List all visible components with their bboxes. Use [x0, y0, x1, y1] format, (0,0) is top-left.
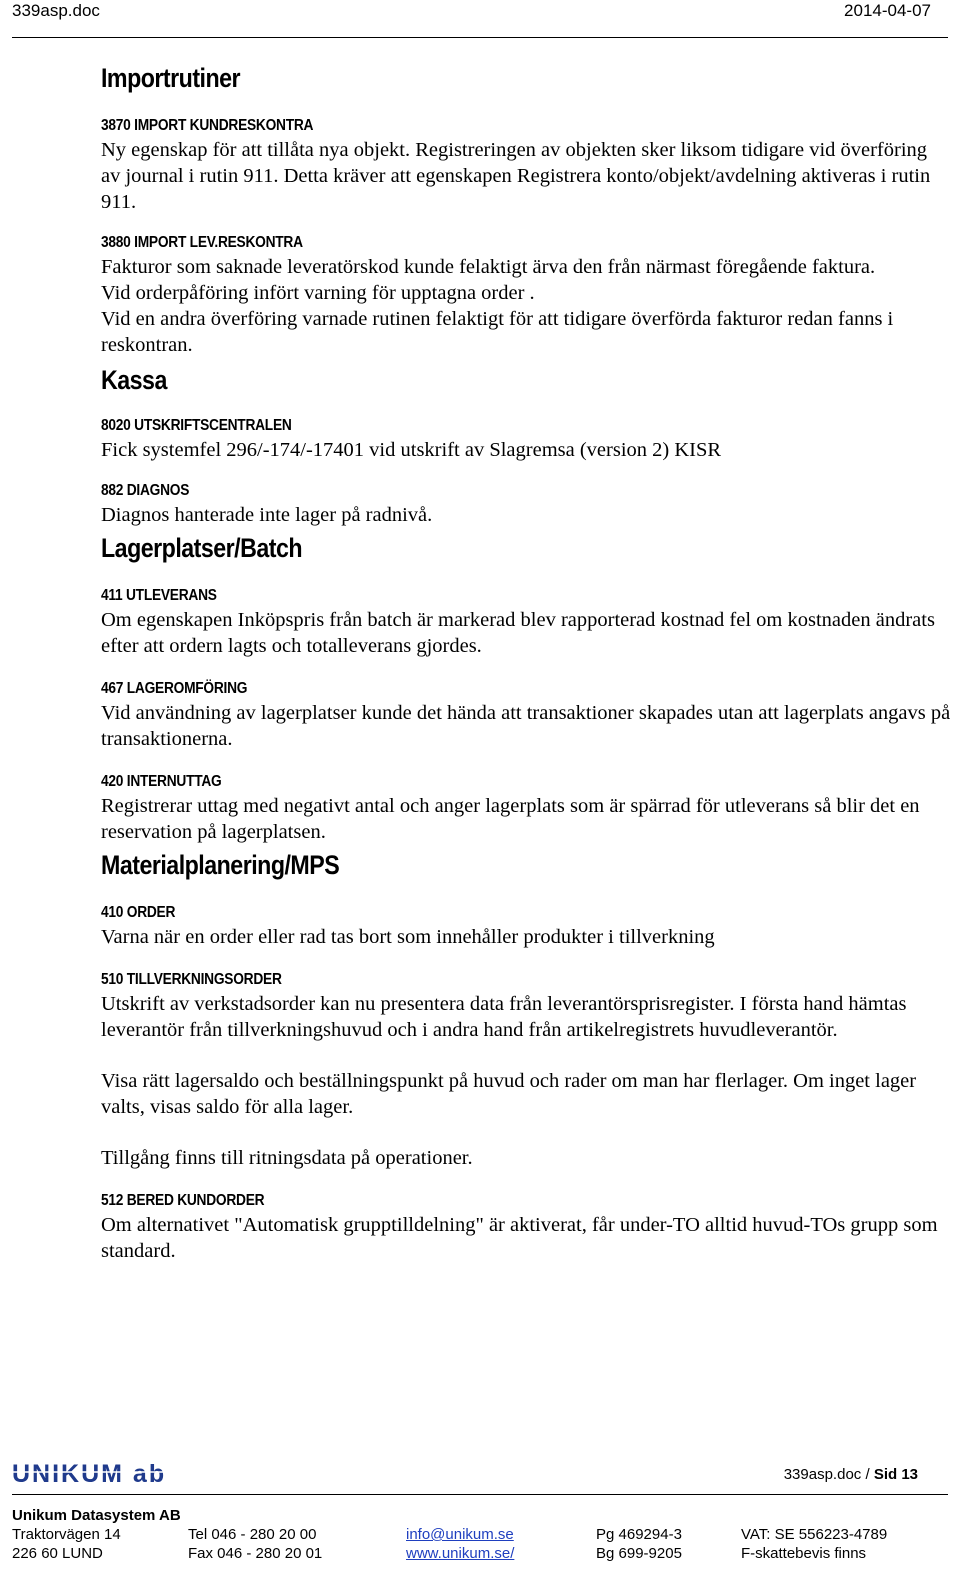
item-text: Registrerar uttag med negativt antal och anger lagerplats som är spärrad för utleverans så blir det en reservation på lagerplatsen. [101, 795, 920, 843]
footer-bg: Bg 699-9205 [596, 1545, 682, 1562]
item-text: Diagnos hanterade inte lager på radnivå. [101, 504, 433, 526]
item-text: Vid orderpåföring infört varning för upptagna order . [101, 282, 535, 304]
item-text: Om alternativet "Automatisk grupptilldelning" är aktiverat, får under-TO alltid huvud-TOs grupp som standard. [101, 1214, 938, 1262]
item-code: 512 BERED KUNDORDER [101, 1192, 265, 1209]
footer-pg: Pg 469294-3 [596, 1526, 682, 1543]
footer-web-link[interactable]: www.unikum.se/ [406, 1545, 515, 1562]
header-date: 2014-04-07 [844, 1, 931, 20]
item-code: 3880 IMPORT LEV.RESKONTRA [101, 234, 303, 251]
item-text: Visa rätt lagersaldo och beställningspunkt på huvud och rader om man har flerlager. Om inget lager valts, visas saldo för alla lager. [101, 1070, 917, 1118]
footer-company: Unikum Datasystem AB [12, 1507, 181, 1524]
document-body [101, 58, 951, 1264]
item-text: Utskrift av verkstadsorder kan nu presentera data från leverantörsprisregister. I första hand hämtas leverantör från tillverkningshuvud och i andra hand från artikelregistrets huvudleverantör. [101, 993, 907, 1041]
item-code: 420 INTERNUTTAG [101, 773, 222, 790]
logo-wordmark: UNIKUM ab [12, 1461, 167, 1487]
footer-page-file: 339asp.doc [783, 1466, 862, 1483]
item-code: 3870 IMPORT KUNDRESKONTRA [101, 117, 314, 134]
footer-page-separator: / [861, 1466, 874, 1483]
item-code: 411 UTLEVERANS [101, 587, 217, 604]
section-title-import: Importrutiner [101, 63, 241, 93]
item-code: 8020 UTSKRIFTSCENTRALEN [101, 417, 292, 434]
item-text: Fick systemfel 296/-174/-17401 vid utskrift av Slagremsa (version 2) KISR [101, 439, 722, 461]
footer-page-number: Sid 13 [873, 1466, 918, 1483]
item-text: Om egenskapen Inköpspris från batch är markerad blev rapporterad kostnad fel om kostnaden ändrats efter att ordern lagts och totalleverans gjordes. [101, 609, 935, 657]
footer-fax: Fax 046 - 280 20 01 [188, 1545, 323, 1562]
item-text: Vid användning av lagerplatser kunde det hända att transaktioner skapades utan att lagerplats angavs på transaktionerna. [101, 702, 951, 750]
footer-divider [12, 1494, 948, 1495]
footer-address-line1: Traktorvägen 14 [12, 1526, 121, 1543]
header-filename: 339asp.doc [12, 1, 100, 20]
footer-address-line2: 226 60 LUND [12, 1545, 103, 1562]
footer-page-reference [784, 1466, 918, 1483]
footer-phone: Tel 046 - 280 20 00 [188, 1526, 317, 1543]
item-code: 467 LAGEROMFÖRING [101, 680, 248, 697]
item-text: Vid en andra överföring varnade rutinen felaktigt för att tidigare överförda fakturor redan fanns i reskontran. [101, 308, 894, 356]
footer-vat: VAT: SE 556223-4789 [741, 1526, 888, 1543]
item-text: Fakturor som saknade leveratörskod kunde felaktigt ärva den från närmast föregående faktura. [101, 256, 876, 278]
item-text: Tillgång finns till ritningsdata på operationer. [101, 1147, 473, 1169]
unikum-logo [12, 1461, 232, 1492]
item-code: 410 ORDER [101, 904, 176, 921]
item-text: Ny egenskap för att tillåta nya objekt. Registreringen av objekten sker liksom tidigare vid överföring av journal i rutin 911. Detta kräver att egenskapen Registrera konto/objekt/avdelning aktiveras i rutin 911. [101, 139, 931, 213]
section-title-kassa: Kassa [101, 365, 167, 395]
section-title-mps: Materialplanering/MPS [101, 850, 340, 880]
item-code: 510 TILLVERKNINGSORDER [101, 971, 282, 988]
item-code: 882 DIAGNOS [101, 482, 190, 499]
page-header [12, 0, 948, 38]
unikum-logo-graphic [12, 1461, 232, 1487]
footer-ftax: F-skattebevis finns [741, 1545, 867, 1562]
item-text: Varna när en order eller rad tas bort som innehåller produkter i tillverkning [101, 926, 715, 948]
footer-email-link[interactable]: info@unikum.se [406, 1526, 514, 1543]
section-title-lager: Lagerplatser/Batch [101, 533, 303, 563]
